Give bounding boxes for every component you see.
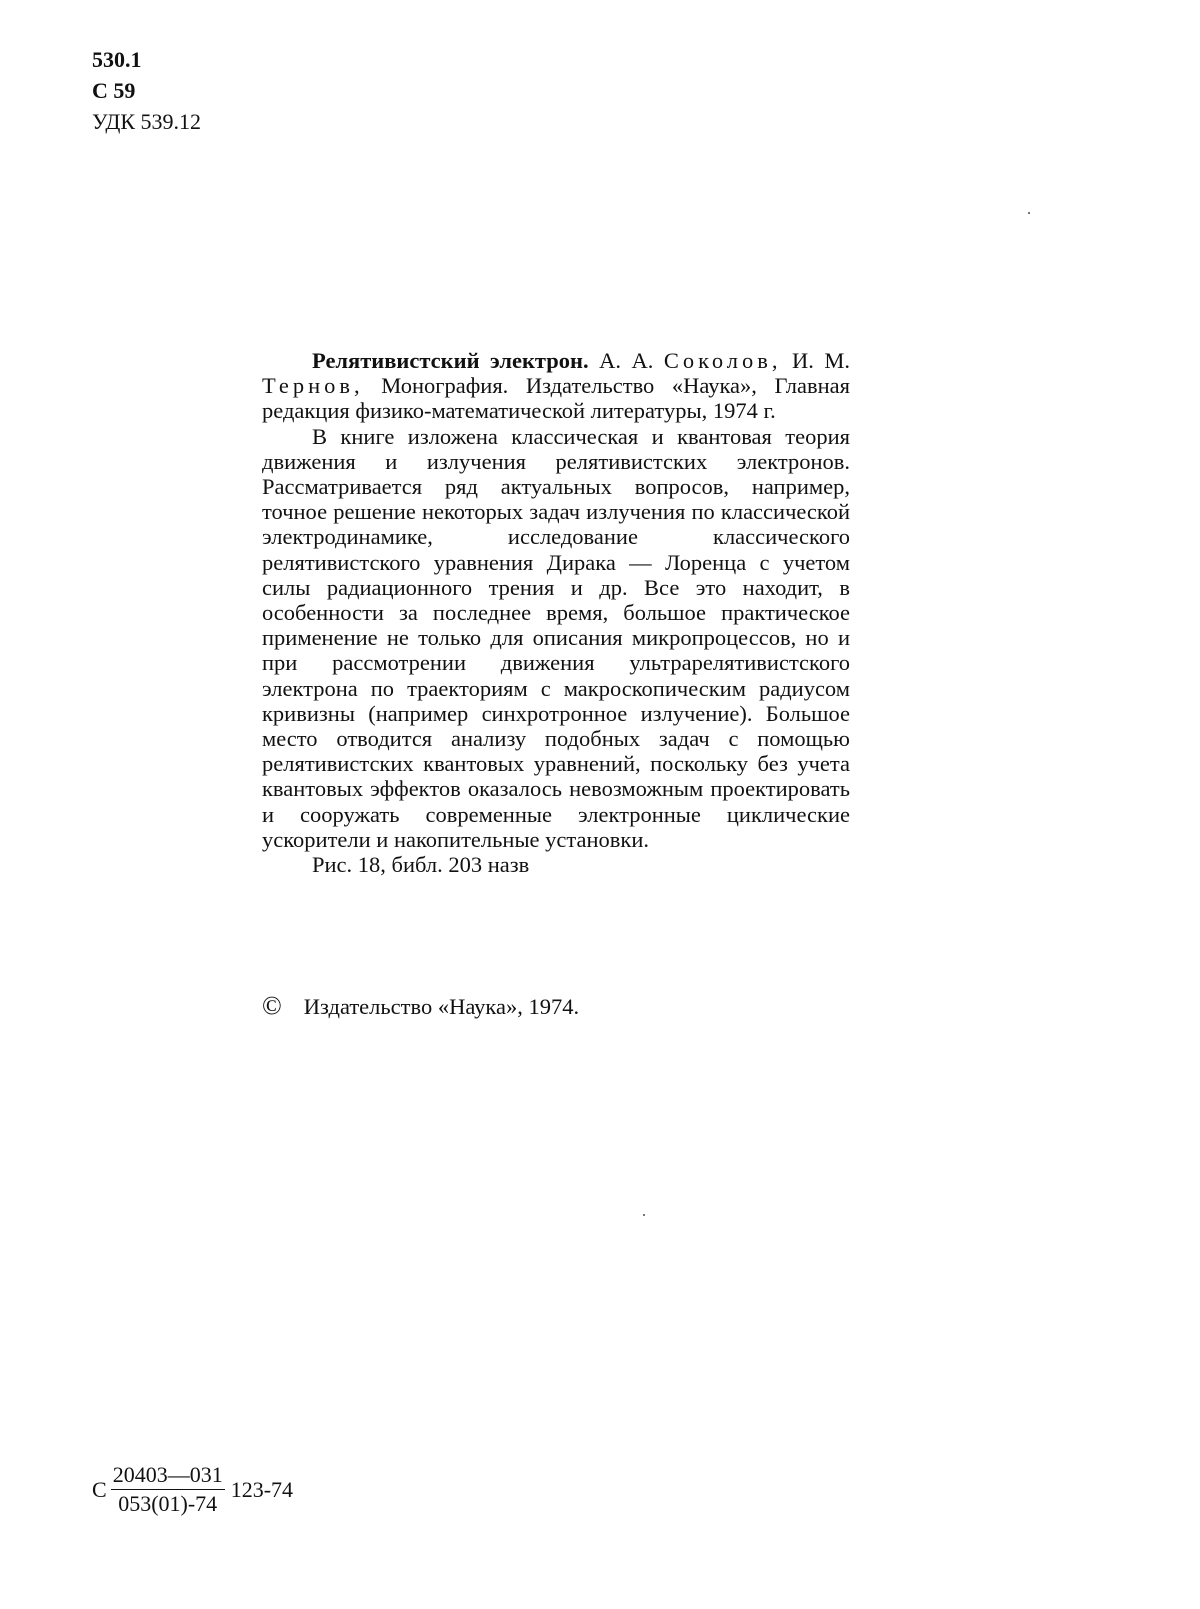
summary-paragraph: В книге изложена классическая и квантовая теория движения и излучения релятивистских электронов. Рассматривается ряд актуальных вопросов, например, точное решение некоторых задач излучения по классической электродинамике, исследование классического релятивистского уравнения Дирака — Лоренца с учетом силы радиационного трения и др. Все это находит, в особенности за последнее время, большое практическое применение не только для описания микропроцессов, но и при рассмотрении движения ультрарелятивистского электрона по траекториям с макроскопическим радиусом кривизны (например синхротронное излучение). Большое место отводится анализу подобных задач с помощью релятивистских квантовых уравнений, поскольку без учета квантовых эффектов оказалось невозможным проектировать и сооружать современные электронные циклические ускорители и накопительные установки. [262, 423, 850, 852]
bibliographic-entry [262, 348, 850, 424]
imprint: Монография. Издательство «Наука», Главная редакция физико-математической литературы, 1974 г. [262, 373, 851, 424]
author1-surname: Соколов, [663, 348, 782, 373]
author-mark: С 59 [92, 78, 136, 103]
figures-refs: Рис. 18, библ. 203 назв [312, 852, 530, 878]
scan-speck [643, 1214, 645, 1216]
copyright-line [262, 993, 579, 1020]
pubcode-denominator: 053(01)-74 [118, 1491, 218, 1516]
book-title: Релятивистский электрон. [312, 348, 589, 373]
author1-initials: А. А. [599, 348, 654, 373]
pubcode-numerator: 20403—031 [111, 1462, 225, 1490]
author2-surname: Тернов, [262, 373, 364, 399]
pubcode-prefix: С [92, 1476, 107, 1502]
bbk-code: 530.1 [92, 47, 142, 72]
classification-codes [92, 44, 201, 137]
copyright-text: Издательство «Наука», 1974. [303, 994, 580, 1019]
scan-speck [1028, 212, 1030, 214]
pubcode-suffix: 123-74 [230, 1476, 294, 1502]
copyright-icon: © [262, 991, 282, 1020]
udc-code: УДК 539.12 [92, 109, 202, 134]
pubcode-fraction [111, 1462, 225, 1517]
publication-code [92, 1462, 293, 1517]
abstract-block [262, 348, 850, 877]
author2-initials: И. М. [792, 348, 851, 373]
